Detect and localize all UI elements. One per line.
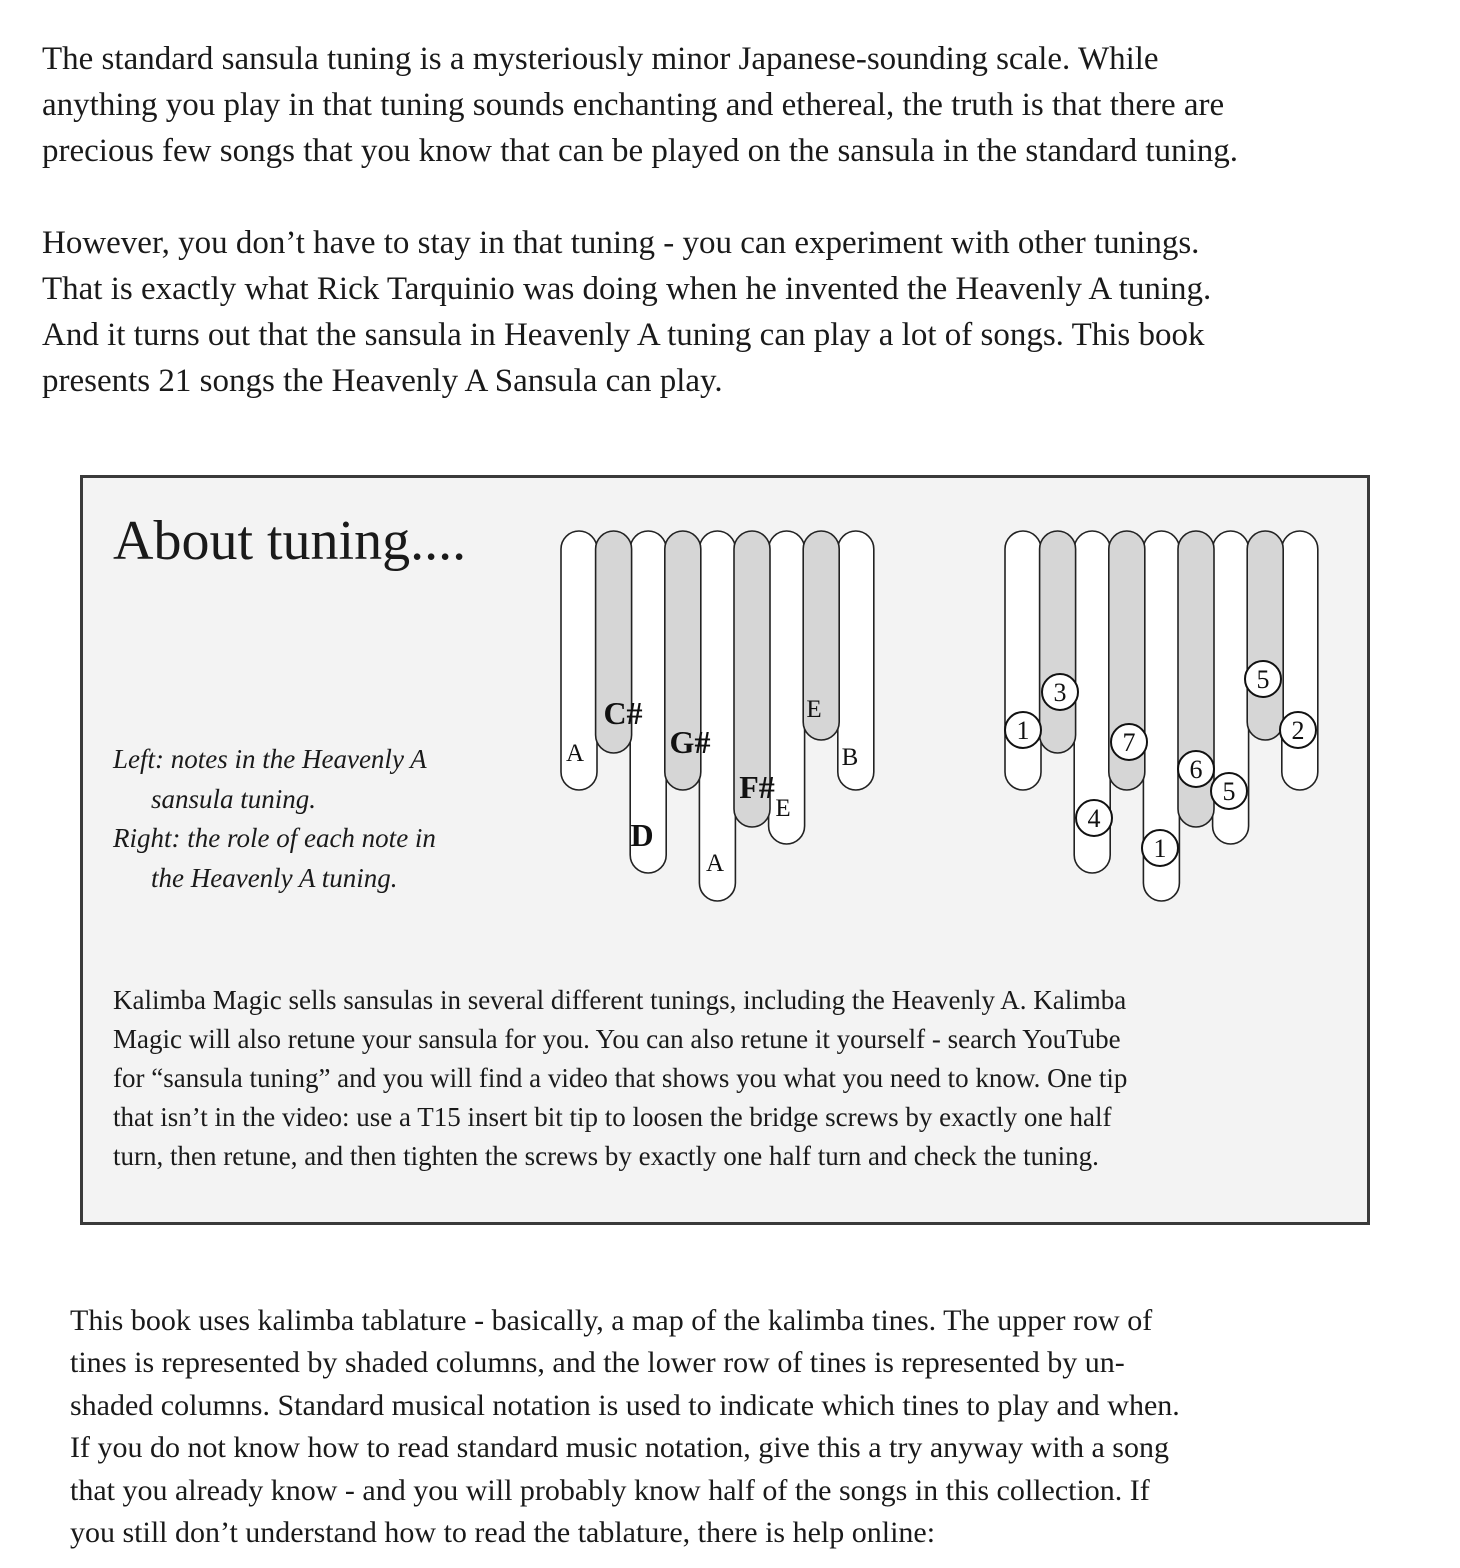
role-number: 2 — [1291, 716, 1305, 745]
caption-line: the Heavenly A tuning. — [151, 862, 398, 893]
about-tuning-box — [80, 475, 1370, 1225]
text-line: However, you don’t have to stay in that tuning - you can experiment with other tunings. — [42, 225, 1200, 261]
role-number: 6 — [1189, 755, 1203, 784]
role-number: 1 — [1153, 834, 1167, 863]
text-line: This book uses kalimba tablature - basically, a map of the kalimba tines. The upper row of — [70, 1304, 1153, 1337]
tine-unshaded — [699, 531, 735, 901]
tablature-paragraph — [70, 1300, 1430, 1554]
text-line: The standard sansula tuning is a mysteriously minor Japanese-sounding scale. While — [42, 41, 1159, 77]
caption-left-text: : notes in the Heavenly A — [155, 744, 427, 774]
text-line: anything you play in that tuning sounds enchanting and ethereal, the truth is that there are — [42, 87, 1225, 123]
note-label: G# — [669, 724, 711, 760]
text-line: Magic will also retune your sansula for you. You can also retune it yourself - search YouTube — [113, 1024, 1121, 1054]
role-number: 4 — [1087, 804, 1101, 833]
caption-right-text: : the role of each note in — [171, 823, 436, 853]
role-number: 7 — [1122, 728, 1136, 757]
note-label: C# — [603, 695, 643, 731]
tine-shaded — [1247, 531, 1283, 740]
text-line: for “sansula tuning” and you will find a video that shows you what you need to know. One tip — [113, 1063, 1128, 1093]
text-line: That is exactly what Rick Tarquinio was doing when he invented the Heavenly A tuning. — [42, 271, 1212, 307]
role-number: 3 — [1053, 678, 1067, 707]
note-label: E — [806, 696, 822, 723]
caption-right-label: Right — [113, 823, 172, 853]
role-number: 5 — [1222, 777, 1236, 806]
note-diagram — [561, 531, 874, 901]
text-line: If you do not know how to read standard music notation, give this a try anyway with a song — [70, 1431, 1169, 1465]
tine-unshaded — [1005, 531, 1041, 790]
retuning-paragraph — [113, 981, 1353, 1176]
note-label: B — [841, 744, 859, 771]
tine-unshaded — [1282, 531, 1318, 790]
text-line: tines is represented by shaded columns, and the lower row of tines is represented by un- — [70, 1346, 1125, 1380]
role-diagram — [1005, 531, 1318, 901]
text-line: that you already know - and you will probably know half of the songs in this collection. If — [70, 1473, 1150, 1507]
text-line: shaded columns. Standard musical notation is used to indicate which tines to play and when. — [70, 1388, 1180, 1422]
tine-shaded — [1040, 531, 1076, 753]
note-label: A — [705, 850, 725, 877]
box-title: About tuning.... — [113, 510, 467, 572]
text-line: Kalimba Magic sells sansulas in several different tunings, including the Heavenly A. Kalimba — [113, 985, 1127, 1015]
intro-paragraph-heavenly-a — [42, 220, 1442, 404]
role-number: 1 — [1016, 716, 1030, 745]
text-line: you still don’t understand how to read the tablature, there is help online: — [70, 1516, 936, 1550]
text-line: precious few songs that you know that can be played on the sansula in the standard tuning. — [42, 133, 1238, 169]
note-label: F# — [739, 769, 775, 805]
caption-left-label: Left — [113, 744, 156, 774]
text-line: presents 21 songs the Heavenly A Sansula can play. — [42, 363, 723, 399]
role-number: 5 — [1256, 665, 1270, 694]
note-label: A — [565, 740, 585, 767]
text-line: that isn’t in the video: use a T15 insert bit tip to loosen the bridge screws by exactly one half — [113, 1102, 1112, 1132]
intro-paragraph-standard-tuning — [42, 36, 1442, 174]
caption-line: sansula tuning. — [151, 783, 317, 814]
note-label: D — [630, 817, 654, 853]
text-line: turn, then retune, and then tighten the screws by exactly one half turn and check the tuning. — [113, 1141, 1099, 1171]
text-line: And it turns out that the sansula in Heavenly A tuning can play a lot of songs. This book — [42, 317, 1205, 353]
note-label: E — [775, 795, 791, 822]
